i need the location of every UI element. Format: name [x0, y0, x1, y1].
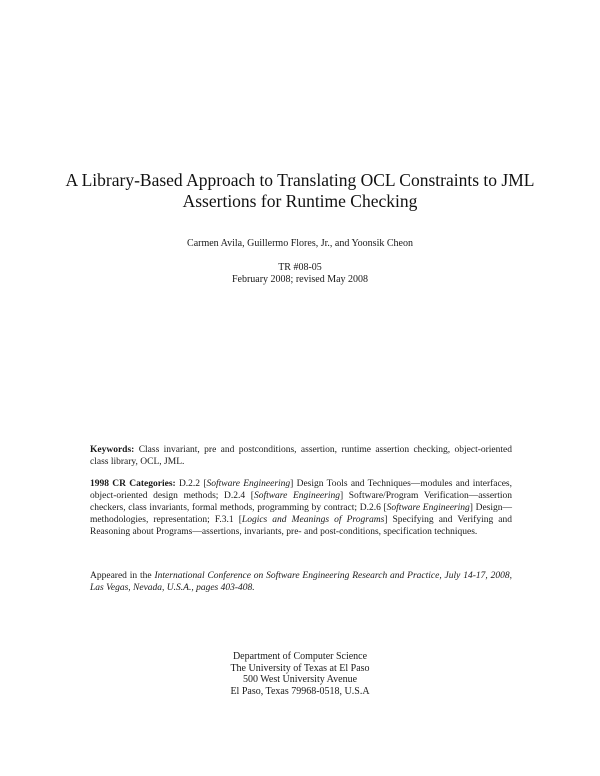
category-text: D.2.2 [	[175, 479, 207, 489]
paper-title	[60, 170, 540, 212]
category-text: ] Specifying and Verifying and Reasoning about Programs—assertions, invariants, pre- and post-conditions, specification techniques.	[90, 515, 512, 537]
address-line: El Paso, Texas 79968-0518, U.S.A	[230, 685, 370, 697]
keywords-label: Keywords:	[90, 445, 135, 455]
category-name: Logics and Meanings of Programs	[241, 515, 385, 525]
address-line: 500 West University Avenue	[242, 674, 358, 685]
categories-label: 1998 CR Categories:	[90, 479, 176, 489]
keywords-paragraph	[90, 444, 512, 468]
title-line-1: A Library-Based Approach to Translating OCL Constraints to JML	[65, 170, 535, 190]
appeared-paragraph	[90, 570, 512, 594]
title-line-2: Assertions for Runtime Checking	[182, 191, 418, 211]
category-text: ] Software/Program Verification—assertion checkers, class invariants, formal methods, programming by contract; D.2.6 [	[90, 491, 512, 513]
address-line: Department of Computer Science	[232, 651, 368, 662]
report-info	[0, 262, 600, 286]
category-name: Software Engineering	[206, 479, 291, 489]
address-line: The University of Texas at El Paso	[230, 662, 370, 674]
keywords-text: Class invariant, pre and postconditions, assertion, runtime assertion checking, object-oriented class library, OCL, JML.	[90, 445, 513, 467]
appeared-venue: International Conference on Software Engineering Research and Practice, July 14-17, 2008, Las Vegas, Nevada, U.S.A., pages 403-408.	[90, 571, 512, 593]
category-text: ] Design—methodologies, representation; F.3.1 [	[90, 503, 513, 525]
category-name: Software Engineering	[253, 491, 340, 501]
category-text: ] Design Tools and Techniques—modules and interfaces, object-oriented design methods; D.2.4 [	[90, 479, 512, 501]
tr-number: TR #08-05	[278, 262, 322, 273]
appeared-prefix: Appeared in the	[90, 571, 155, 581]
authors: Carmen Avila, Guillermo Flores, Jr., and Yoonsik Cheon	[187, 238, 413, 249]
category-name: Software Engineering	[386, 503, 470, 513]
department-address	[0, 651, 600, 697]
report-date: February 2008; revised May 2008	[231, 274, 369, 285]
categories-paragraph	[90, 478, 512, 538]
